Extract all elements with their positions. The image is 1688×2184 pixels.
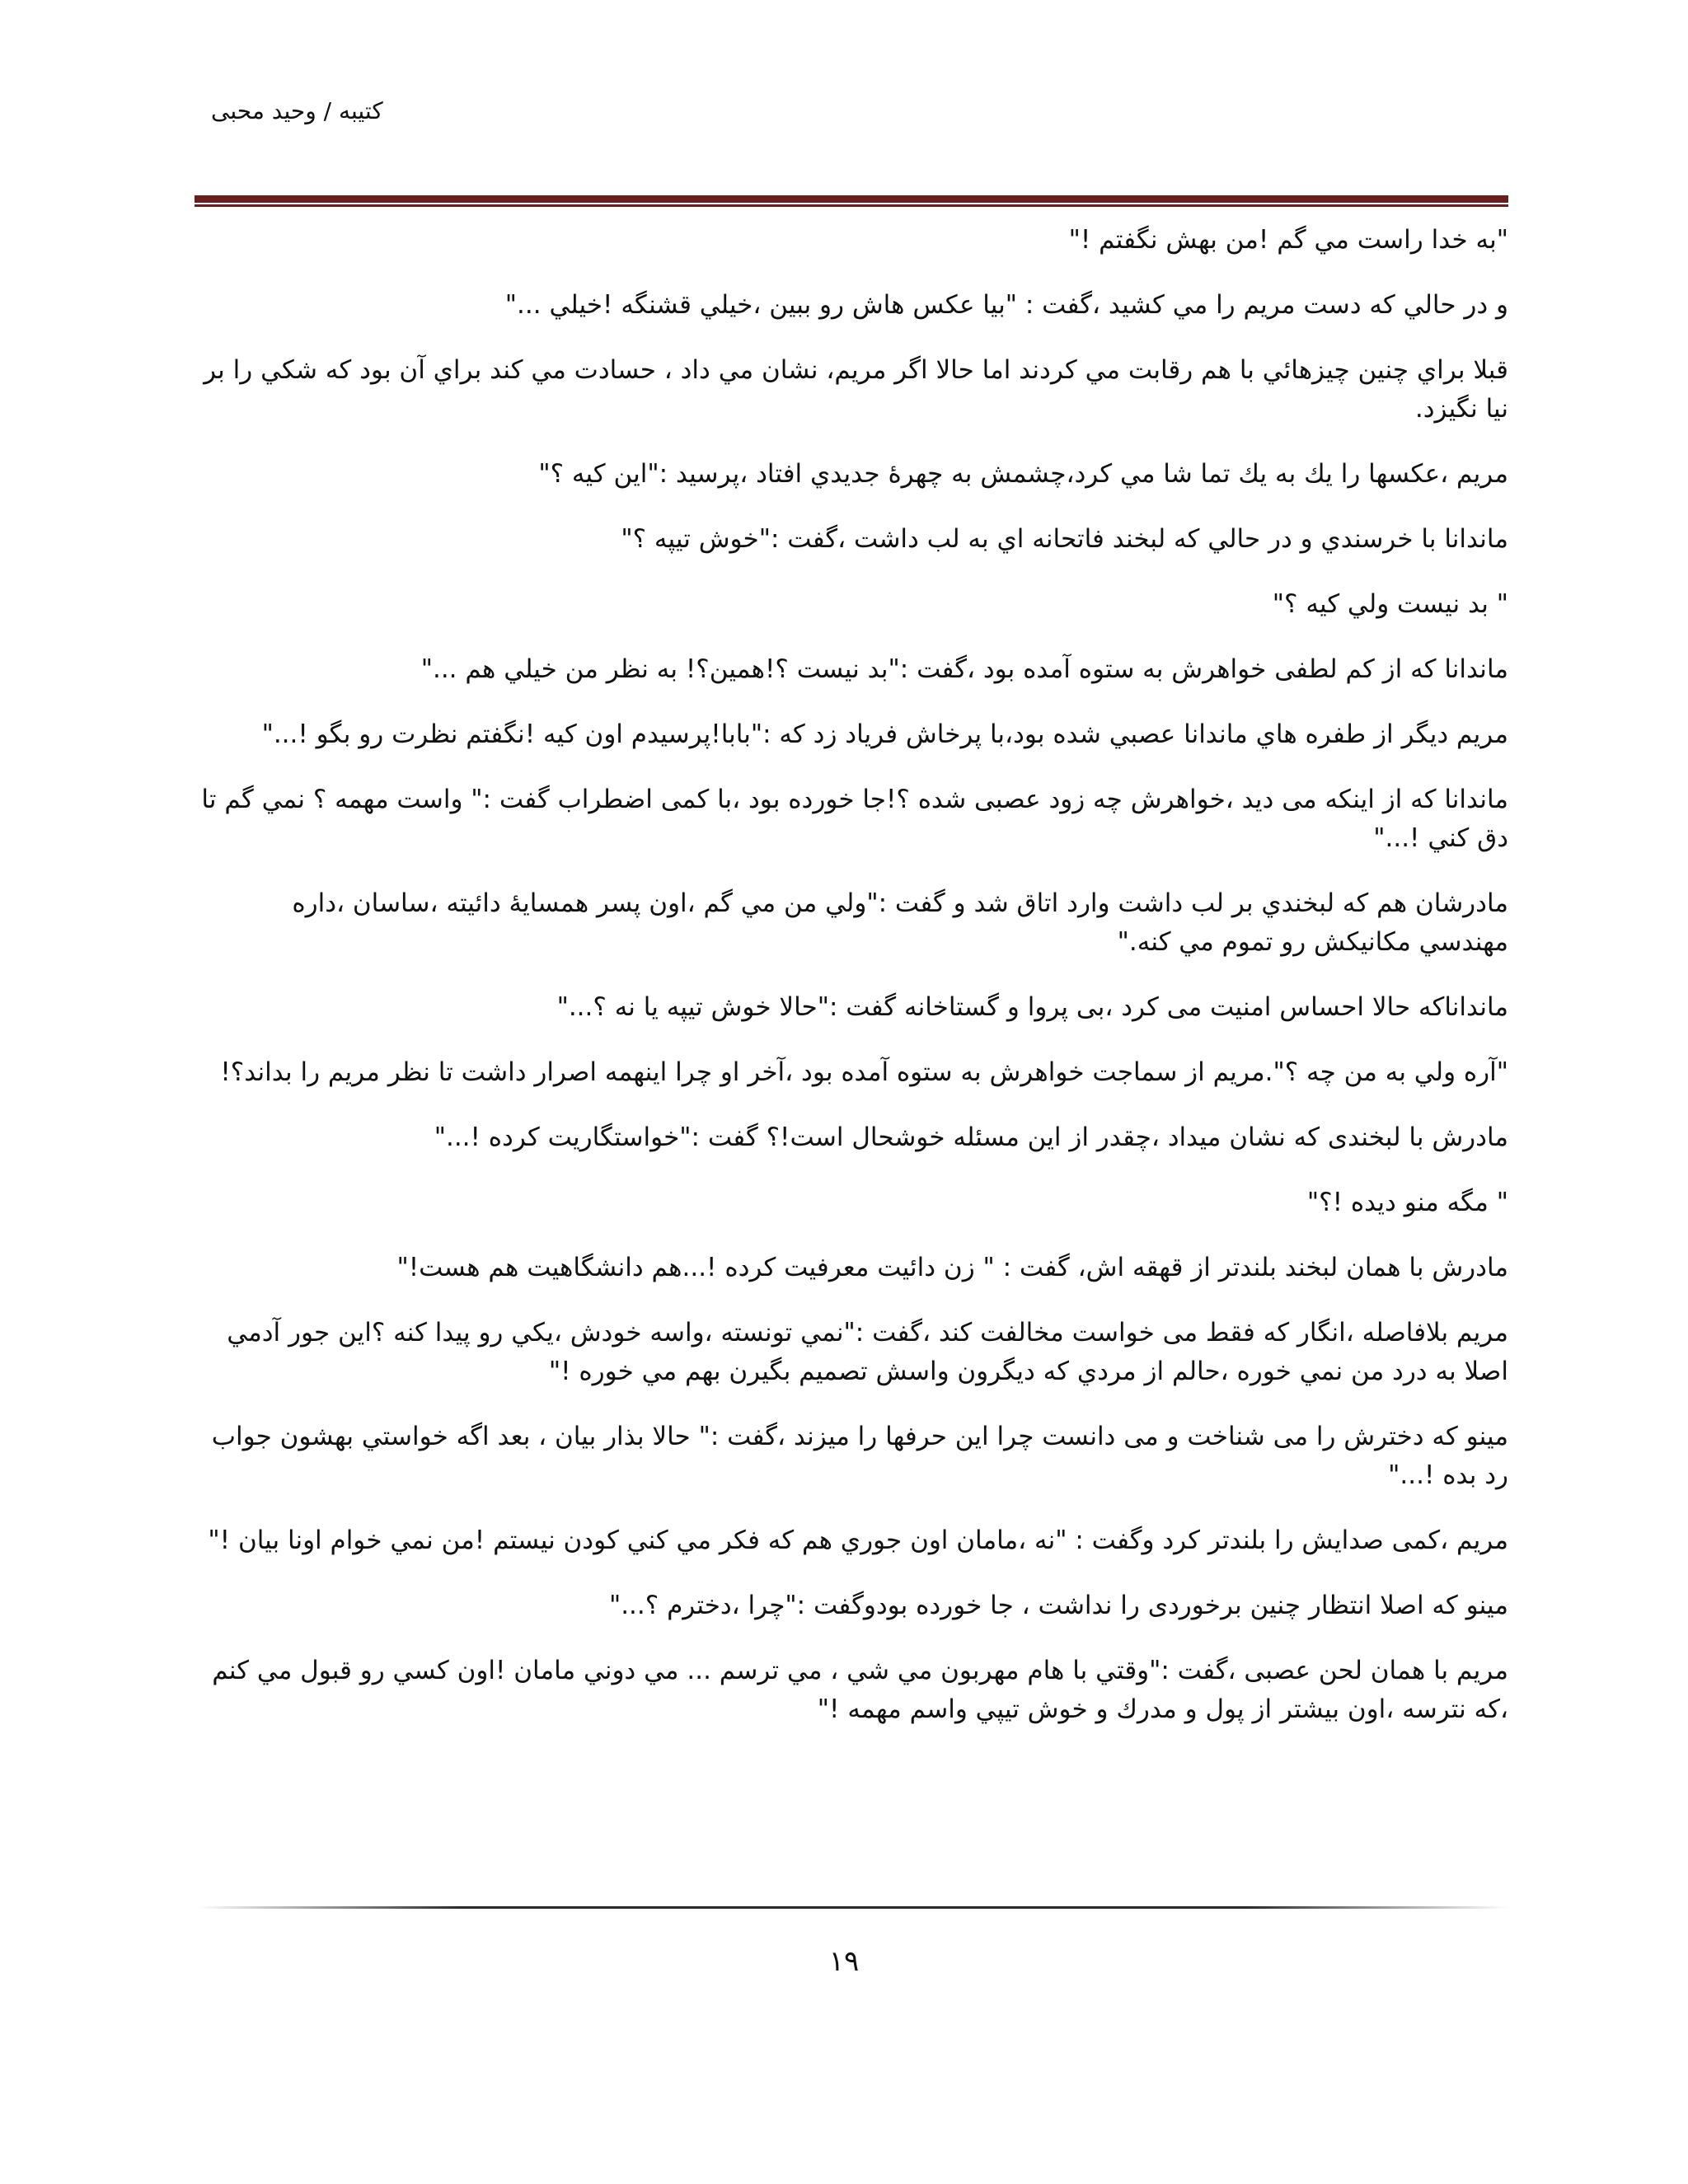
paragraph: مريم ،کمی صدايش را بلندتر کرد وگفت : "نه ،مامان اون جوري هم که فکر مي کني کودن نيستم !من نمي خوام اونا بيان !"	[208, 1526, 1508, 1555]
running-header: کتیبه / وحید محبی	[211, 97, 383, 124]
paragraph: مريم ديگر از طفره هاي ماندانا عصبي شده بود،با پرخاش فرياد زد که :"بابا!پرسيدم اون کيه !نگفتم نظرت رو بگو !..."	[261, 719, 1508, 749]
paragraph: ماندانا که از کم لطفی خواهرش به ستوه آمده بود ،گفت :"بد نيست ؟!همين؟! به نظر من خيلي هم ..."	[420, 654, 1508, 684]
paragraph: " بد نيست ولي کيه ؟"	[1272, 589, 1508, 619]
paragraph: مادرش با همان لبخند بلندتر از قهقه اش، گفت : " زن دائيت معرفيت کرده !...هم دانشگاهيت هم هست!"	[396, 1253, 1508, 1282]
paragraph: ماندانا با خرسندي و در حالي که لبخند فاتحانه اي به لب داشت ،گفت :"خوش تيپه ؟"	[621, 524, 1508, 554]
body-text	[198, 221, 1508, 1755]
paragraph: مادرشان هم که لبخندي بر لب داشت وارد اتاق شد و گفت :"ولي من مي گم ،اون پسر همسايۀ دائيته ،ساسان ،داره مهندسي مکانيکش رو تموم مي کنه."	[292, 888, 1508, 957]
paragraph: " مگه منو ديده !؟"	[1306, 1188, 1508, 1217]
header-rule	[195, 195, 1508, 207]
paragraph: "به خدا راست مي گم !من بهش نگفتم !"	[1068, 225, 1508, 255]
header-rule-thin	[195, 204, 1508, 207]
paragraph: مريم بلافاصله ،انگار که فقط می خواست مخالفت کند ،گفت :"نمي تونسته ،واسه خودش ،يکي رو پيدا کنه ؟اين جور آدمي اصلا به درد من نمي خوره ،حالم از مردي که ديگرون واسش تصميم بگيرن بهم مي خوره !"	[227, 1318, 1508, 1386]
paragraph: مانداناکه حالا احساس امنيت می کرد ،بی پروا و گستاخانه گفت :"حالا خوش تيپه يا نه ؟..."	[556, 992, 1508, 1022]
paragraph: مريم ،عكسها را يك به يك تما شا مي كرد،چشمش به چهرۀ جديدي افتاد ،پرسيد :"اين کيه ؟"	[538, 459, 1508, 489]
paragraph: مينو که دخترش را می شناخت و می دانست چرا اين حرفها را ميزند ،گفت :" حالا بذار بيان ، بعد اگه خواستي بهشون جواب رد بده !..."	[211, 1422, 1508, 1490]
paragraph: مينو که اصلا انتظار چنين برخوردی را نداشت ، جا خورده بودوگفت :"چرا ،دخترم ؟..."	[608, 1591, 1508, 1620]
footer-rule	[198, 1906, 1508, 1909]
paragraph: و در حالي که دست مريم را مي کشيد ،گفت : "بيا عکس هاش رو ببين ،خيلي قشنگه !خيلي ..."	[504, 290, 1508, 320]
header-rule-thick	[195, 195, 1508, 203]
paragraph: "آره ولي به من چه ؟".مريم از سماجت خواهرش به ستوه آمده بود ،آخر او چرا اينهمه اصرار داشت تا نظر مريم را بداند؟!	[220, 1057, 1508, 1087]
paragraph: ماندانا که از اينکه می ديد ،خواهرش چه زود عصبی شده ؟!جا خورده بود ،با کمی اضطراب گفت :" واست مهمه ؟ نمي گم تا دق کني !..."	[201, 785, 1508, 853]
paragraph: مادرش با لبخندی که نشان ميداد ،چقدر از اين مسئله خوشحال است!؟ گفت :"خواستگاريت کرده !..."	[434, 1122, 1508, 1152]
paragraph: مريم با همان لحن عصبی ،گفت :"وقتي با هام مهربون مي شي ، مي ترسم ... مي دوني مامان !اون کسي رو قبول مي کنم ،که نترسه ،اون بيشتر از پول و مدرك و خوش تيپي واسم مهمه !"	[212, 1656, 1508, 1724]
paragraph: قبلا براي چنين چيزهائي با هم رقابت مي کردند اما حالا اگر مريم، نشان مي داد ، حسادت مي كند براي آن بود که شکي را بر نيا نگيزد.	[204, 355, 1508, 424]
page-number: ۱۹	[828, 1945, 860, 1978]
